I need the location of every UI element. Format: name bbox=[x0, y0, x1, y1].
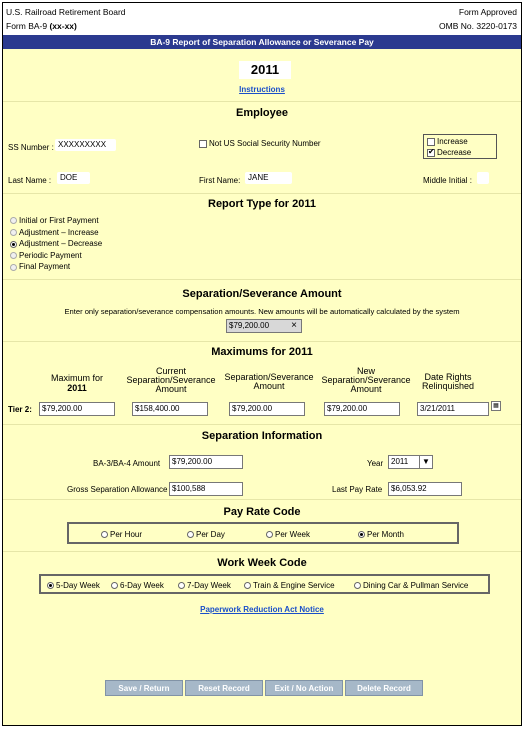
report-type-option[interactable] bbox=[10, 215, 102, 227]
radio-button[interactable] bbox=[10, 217, 17, 224]
not-us-ssn-checkbox[interactable] bbox=[199, 140, 207, 148]
divider bbox=[3, 279, 521, 280]
separation-amount-field[interactable]: $79,200.00 bbox=[229, 402, 305, 416]
divider bbox=[3, 193, 521, 194]
radio-button[interactable] bbox=[10, 252, 17, 259]
separation-amount-note: Enter only separation/severance compensation amounts. New amounts will be automatically calculated by the system bbox=[64, 307, 460, 316]
pay-rate-heading: Pay Rate Code bbox=[223, 506, 301, 518]
year-title: 2011 bbox=[239, 61, 291, 79]
radio-button[interactable] bbox=[10, 241, 17, 248]
radio-button[interactable] bbox=[101, 531, 108, 538]
adjustment-box bbox=[423, 134, 497, 159]
pay-rate-label: Per Week bbox=[275, 530, 310, 539]
col-maximum-header: Maximum for 2011 bbox=[50, 373, 103, 393]
not-us-ssn-label: Not US Social Security Number bbox=[209, 139, 321, 148]
divider bbox=[3, 101, 521, 102]
work-week-option[interactable] bbox=[354, 581, 468, 590]
instructions-link[interactable]: Instructions bbox=[239, 85, 285, 94]
not-us-ssn-option[interactable] bbox=[199, 139, 321, 148]
agency-name: U.S. Railroad Retirement Board bbox=[6, 7, 126, 17]
work-week-option[interactable] bbox=[47, 581, 100, 590]
work-week-option[interactable] bbox=[111, 581, 164, 590]
last-pay-rate-field[interactable]: $6,053.92 bbox=[388, 482, 462, 496]
delete-record-button[interactable]: Delete Record bbox=[345, 680, 423, 696]
new-amount-field[interactable]: $79,200.00 bbox=[324, 402, 400, 416]
report-type-option[interactable] bbox=[10, 261, 102, 273]
form-banner: BA-9 Report of Separation Allowance or Severance Pay bbox=[3, 35, 521, 49]
separation-amount-value: $79,200.00 bbox=[229, 321, 270, 330]
first-name-field[interactable]: JANE bbox=[245, 172, 292, 184]
report-type-option[interactable] bbox=[10, 238, 102, 250]
report-type-label: Adjustment – Increase bbox=[19, 227, 99, 237]
col-date-header: Date Rights Relinquished bbox=[421, 372, 475, 391]
radio-button[interactable] bbox=[47, 582, 54, 589]
divider bbox=[3, 424, 521, 425]
radio-button[interactable] bbox=[244, 582, 251, 589]
work-week-group bbox=[39, 574, 490, 594]
ss-number-field[interactable]: XXXXXXXXX bbox=[55, 139, 116, 151]
divider bbox=[3, 499, 521, 500]
employee-heading: Employee bbox=[236, 107, 288, 119]
decrease-option[interactable] bbox=[427, 148, 471, 157]
chevron-down-icon[interactable]: ▼ bbox=[419, 456, 432, 468]
pay-rate-option[interactable] bbox=[266, 530, 310, 539]
separation-amount-input[interactable] bbox=[226, 319, 302, 333]
paperwork-wrap bbox=[3, 605, 521, 614]
report-type-heading: Report Type for 2011 bbox=[208, 198, 316, 210]
report-type-label: Initial or First Payment bbox=[19, 216, 99, 225]
save-return-button[interactable]: Save / Return bbox=[105, 680, 183, 696]
pay-rate-option[interactable] bbox=[358, 530, 404, 539]
col-separation-header: Separation/Severance Amount bbox=[224, 372, 314, 391]
year-select-value: 2011 bbox=[391, 457, 409, 466]
omb-number: OMB No. 3220-0173 bbox=[439, 21, 517, 31]
ba-amount-field[interactable]: $79,200.00 bbox=[169, 455, 243, 469]
decrease-label: Decrease bbox=[437, 148, 472, 157]
pay-rate-label: Per Hour bbox=[110, 530, 143, 539]
last-name-field[interactable]: DOE bbox=[57, 172, 90, 184]
divider bbox=[3, 341, 521, 342]
last-pay-rate-label: Last Pay Rate bbox=[332, 485, 383, 494]
maximums-heading: Maximums for 2011 bbox=[211, 346, 313, 358]
radio-button[interactable] bbox=[187, 531, 194, 538]
decrease-checkbox[interactable] bbox=[427, 149, 435, 157]
work-week-label: 7-Day Week bbox=[187, 581, 231, 590]
work-week-option[interactable] bbox=[244, 581, 335, 590]
report-type-option[interactable] bbox=[10, 250, 102, 262]
pay-rate-label: Per Day bbox=[196, 530, 225, 539]
work-week-label: Train & Engine Service bbox=[253, 581, 335, 590]
gross-allowance-field[interactable]: $100,588 bbox=[169, 482, 243, 496]
ba-amount-label: BA-3/BA-4 Amount bbox=[93, 459, 161, 468]
pay-rate-option[interactable] bbox=[101, 530, 142, 539]
form-frame bbox=[2, 2, 522, 726]
radio-button[interactable] bbox=[10, 264, 17, 271]
paperwork-notice-link[interactable]: Paperwork Reduction Act Notice bbox=[200, 605, 324, 614]
radio-button[interactable] bbox=[354, 582, 361, 589]
calendar-icon[interactable]: ▦ bbox=[491, 401, 501, 411]
divider bbox=[3, 551, 521, 552]
gross-allowance-label: Gross Separation Allowance bbox=[67, 485, 168, 494]
radio-button[interactable] bbox=[111, 582, 118, 589]
increase-label: Increase bbox=[437, 137, 468, 146]
separation-amount-heading: Separation/Severance Amount bbox=[182, 288, 342, 300]
work-week-label: 5-Day Week bbox=[56, 581, 100, 590]
exit-no-action-button[interactable]: Exit / No Action bbox=[265, 680, 343, 696]
instructions-wrap bbox=[3, 85, 521, 94]
report-type-label: Adjustment – Decrease bbox=[19, 239, 103, 249]
middle-initial-label: Middle Initial : bbox=[423, 176, 472, 185]
maximum-field[interactable]: $79,200.00 bbox=[39, 402, 115, 416]
year-select[interactable] bbox=[388, 455, 433, 469]
report-type-label: Final Payment bbox=[19, 262, 71, 272]
tier2-label: Tier 2: bbox=[8, 405, 32, 414]
work-week-option[interactable] bbox=[178, 581, 231, 590]
pay-rate-option[interactable] bbox=[187, 530, 225, 539]
form-number: Form BA-9 (xx-xx) bbox=[6, 21, 77, 31]
reset-record-button[interactable]: Reset Record bbox=[185, 680, 263, 696]
ss-number-label: SS Number : bbox=[8, 143, 54, 152]
pay-rate-group bbox=[67, 522, 459, 544]
pay-rate-label: Per Month bbox=[367, 530, 404, 539]
last-name-label: Last Name : bbox=[8, 176, 52, 185]
form-approved: Form Approved bbox=[458, 7, 517, 17]
work-week-label: 6-Day Week bbox=[120, 581, 164, 590]
report-type-label: Periodic Payment bbox=[19, 250, 82, 260]
col-new-header: New Separation/Severance Amount bbox=[321, 366, 411, 394]
work-week-heading: Work Week Code bbox=[217, 557, 307, 569]
report-type-list bbox=[10, 215, 102, 273]
col-current-header: Current Separation/Severance Amount bbox=[126, 366, 216, 394]
middle-initial-field[interactable] bbox=[477, 172, 489, 184]
first-name-label: First Name: bbox=[199, 176, 241, 185]
form-header bbox=[3, 3, 521, 35]
report-type-option[interactable] bbox=[10, 227, 102, 239]
increase-checkbox[interactable] bbox=[427, 138, 435, 146]
separation-info-heading: Separation Information bbox=[201, 430, 323, 442]
year-label: Year bbox=[367, 459, 384, 468]
current-amount-field[interactable]: $158,400.00 bbox=[132, 402, 208, 416]
work-week-label: Dining Car & Pullman Service bbox=[363, 581, 469, 590]
radio-button[interactable] bbox=[10, 229, 17, 236]
radio-button[interactable] bbox=[178, 582, 185, 589]
radio-button[interactable] bbox=[358, 531, 365, 538]
increase-option[interactable] bbox=[427, 137, 468, 146]
date-relinquished-field[interactable]: 3/21/2011 bbox=[417, 402, 489, 416]
radio-button[interactable] bbox=[266, 531, 273, 538]
clear-icon[interactable]: × bbox=[291, 320, 297, 331]
